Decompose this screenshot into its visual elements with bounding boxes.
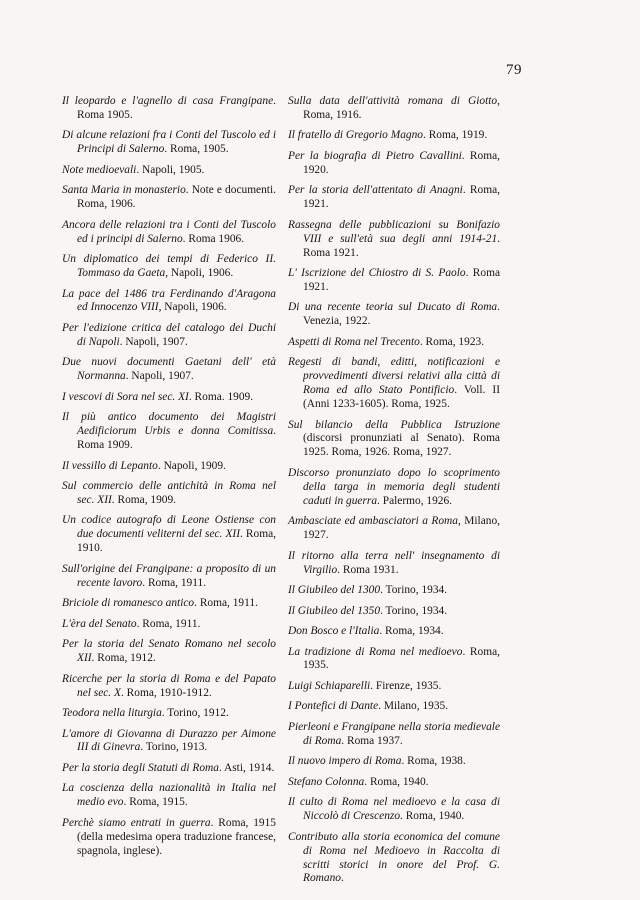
bibliography-entry xyxy=(288,129,500,143)
entry-title: Il fratello di Gregorio Magno xyxy=(288,129,423,142)
bibliography-entry xyxy=(62,673,276,701)
entry-title: Sull'origine dei Frangipane: a proposito di un recente lavoro xyxy=(62,562,276,589)
bibliography-entry xyxy=(62,95,276,123)
entry-publication: . Napoli, 1905. xyxy=(136,163,205,176)
entry-publication: . Roma, 1910-1912. xyxy=(120,686,212,699)
bibliography-entry xyxy=(288,605,500,619)
entry-publication: . Napoli, 1907. xyxy=(119,335,188,348)
bibliography-entry xyxy=(62,707,276,721)
entry-title: Ricerche per la storia di Roma e del Papato nel sec. X xyxy=(62,672,276,699)
entry-title: La tradizione di Roma nel medioevo xyxy=(288,645,463,658)
entry-publication: . Torino, 1934. xyxy=(380,604,448,617)
entry-title: Sulla data dell'attività romana di Giotto xyxy=(288,95,498,107)
bibliography-entry xyxy=(62,638,276,666)
entry-publication: . Torino, 1913. xyxy=(140,741,208,754)
entry-title: Il vessillo di Lepanto xyxy=(62,459,158,472)
entry-publication: . Roma, 1934. xyxy=(379,625,444,637)
entry-title: Il Giubileo del 1350 xyxy=(288,604,381,617)
entry-title: L'èra del Senato xyxy=(62,617,137,630)
entry-publication: . Napoli, 1907. xyxy=(125,370,194,383)
entry-publication: . Roma 1937. xyxy=(341,734,403,747)
bibliography-entry xyxy=(288,301,500,329)
entry-title: L'amore di Giovanna di Durazzo per Aimone III di Ginevra xyxy=(62,727,276,754)
entry-title: I vescovi di Sora nel sec. XI xyxy=(62,390,189,403)
entry-title: Aspetti di Roma nel Trecento xyxy=(288,335,420,348)
entry-publication: . xyxy=(340,872,344,885)
entry-title: Il ritorno alla terra nell' insegnamento di Virgilio xyxy=(288,549,500,576)
bibliography-entry xyxy=(288,356,500,412)
bibliography-entry xyxy=(62,782,276,810)
bibliography-entry xyxy=(288,831,500,887)
entry-title: L' Iscrizione del Chiostro di S. Paolo xyxy=(288,267,466,280)
entry-publication: . Voll. II (Anni 1233-1605). Roma, 1925. xyxy=(303,384,500,411)
entry-title: Santa Maria in monasterio xyxy=(62,184,186,197)
entry-publication: . Roma, 1938. xyxy=(401,755,466,768)
entry-publication: . Roma, 1912. xyxy=(91,652,156,665)
entry-publication: . Roma, 1923. xyxy=(419,335,485,348)
entry-publication: . Roma, 1905. xyxy=(164,143,229,156)
entry-publication: . Roma, 1920. xyxy=(303,149,500,176)
entry-publication: . Roma, 1919. xyxy=(423,129,488,142)
entry-publication: . Roma, 1911. xyxy=(142,576,207,589)
entry-title: Note medioevali xyxy=(62,163,137,176)
entry-title: Per la biografia di Pietro Cavallini xyxy=(288,149,462,162)
bibliography-entry xyxy=(288,267,500,295)
entry-title: La coscienza della nazionalità in Italia nel medio evo xyxy=(62,782,276,809)
entry-title: Per la storia degli Statuti di Roma xyxy=(62,761,219,774)
bibliography-entry xyxy=(62,129,276,157)
entry-publication: . Roma, 1940. xyxy=(364,775,429,788)
bibliography-entry xyxy=(62,514,276,556)
bibliography-entry xyxy=(62,322,276,350)
entry-publication: . Roma, 1911. xyxy=(136,617,201,630)
entry-publication: . Roma, 1921. xyxy=(303,184,500,211)
entry-publication: . Roma, 1909. xyxy=(111,493,177,506)
entry-publication: . Roma, 1911. xyxy=(194,597,258,610)
bibliography-entry xyxy=(62,762,276,776)
entry-publication: , Roma, 1916. xyxy=(303,95,500,121)
entry-publication: . Roma, 1910. xyxy=(77,528,276,555)
entry-publication: . Torino, 1912. xyxy=(161,707,229,719)
bibliography-entry xyxy=(288,755,500,769)
entry-title: Regesti di bandi, editti, notificazioni e provvedimenti diversi relativi alla città di Roma ed allo Stato Pontificio xyxy=(288,356,500,397)
entry-title: Il più antico documento dei Magistri Aedificiorum Urbis e donna Comitissa xyxy=(62,411,276,438)
entry-publication: . Roma 1906. xyxy=(182,232,245,245)
bibliography-entry xyxy=(288,646,500,674)
bibliography-entry xyxy=(62,480,276,508)
bibliography-right-column xyxy=(288,95,500,893)
page-number: 79 xyxy=(506,62,522,78)
bibliography-entry xyxy=(62,391,276,405)
bibliography-entry xyxy=(288,336,500,350)
entry-title: Il leopardo e l'agnello di casa Frangipane xyxy=(62,95,274,107)
entry-title: Perchè siamo entrati in guerra xyxy=(62,816,211,829)
entry-publication: . Roma 1905. xyxy=(77,95,276,121)
entry-title: Rassegna delle pubblicazioni su Bonifazio VIII e sull'età sua degli anni 1914-21 xyxy=(288,218,500,245)
entry-publication: , Milano, 1927. xyxy=(303,515,500,542)
entry-title: Per l'edizione critica del catalogo dei Duchi di Napoli xyxy=(62,321,276,348)
entry-publication: . Roma, 1935. xyxy=(303,645,500,672)
entry-title: Don Bosco e l'Italia xyxy=(288,625,380,637)
bibliography-entry xyxy=(288,680,500,694)
entry-title: La pace del 1486 tra Ferdinando d'Aragona ed Innocenzo VIII xyxy=(62,287,276,314)
bibliography-entry xyxy=(288,700,500,714)
entry-title: Teodora nella liturgia xyxy=(62,707,162,719)
entry-publication: , Napoli, 1906. xyxy=(158,301,227,314)
entry-title: Per la storia del Senato Romano nel secolo XII xyxy=(62,638,276,665)
entry-publication: . Roma 1931. xyxy=(337,563,399,576)
entry-publication: . Asti, 1914. xyxy=(218,761,275,774)
entry-publication: . Milano, 1935. xyxy=(378,700,449,713)
entry-title: Il culto di Roma nel medioevo e la casa di Niccolò di Crescenzo xyxy=(288,796,500,823)
entry-publication: , Napoli, 1906. xyxy=(165,267,234,280)
bibliography-entry xyxy=(62,356,276,384)
entry-title: Di una recente teoria sul Ducato di Roma xyxy=(288,301,498,314)
entry-title: Di alcune relazioni fra i Conti del Tuscolo ed i Principi di Salerno xyxy=(62,129,276,156)
bibliography-entry xyxy=(288,184,500,212)
bibliography-entry xyxy=(288,419,500,461)
entry-publication: . Roma. 1909. xyxy=(188,390,254,403)
entry-title: Discorso pronunziato dopo lo scoprimento della targa in memoria degli studenti caduti in guerra xyxy=(288,466,500,507)
bibliography-entry xyxy=(288,515,500,543)
entry-title: Due nuovi documenti Gaetani dell' età Normanna xyxy=(62,356,276,383)
bibliography-entry xyxy=(62,460,276,474)
entry-publication: . Roma, 1940. xyxy=(400,810,465,823)
entry-publication: . Venezia, 1922. xyxy=(303,301,500,328)
entry-publication: (discorsi pronunziati al Senato). Roma 1925. Roma, 1926. Roma, 1927. xyxy=(303,432,500,459)
bibliography-entry xyxy=(288,796,500,824)
bibliography-entry xyxy=(62,563,276,591)
entry-title: Il nuovo impero di Roma xyxy=(288,755,402,768)
bibliography-entry xyxy=(62,728,276,756)
bibliography-entry xyxy=(288,467,500,509)
bibliography-entry xyxy=(62,253,276,281)
bibliography-entry xyxy=(288,721,500,749)
entry-publication: . Palermo, 1926. xyxy=(377,494,453,507)
entry-publication: . Napoli, 1909. xyxy=(157,459,226,472)
bibliography-entry xyxy=(288,625,500,639)
bibliography-entry xyxy=(288,219,500,261)
entry-title: Stefano Colonna xyxy=(288,775,365,788)
entry-title: Il Giubileo del 1300 xyxy=(288,584,381,596)
entry-title: Sul commercio delle antichità in Roma nel sec. XII xyxy=(62,480,276,506)
entry-title: Un codice autografo di Leone Ostiense con due documenti veliterni del sec. XII xyxy=(62,514,276,541)
entry-title: I Pontefici di Dante xyxy=(288,700,379,713)
bibliography-entry xyxy=(62,597,276,611)
bibliography-entry xyxy=(62,219,276,247)
entry-publication: . Roma 1909. xyxy=(77,425,276,452)
entry-publication: . Roma 1921. xyxy=(303,267,501,293)
bibliography-entry xyxy=(288,95,500,123)
bibliography-entry xyxy=(62,164,276,178)
entry-publication: . Torino, 1934. xyxy=(380,584,448,596)
bibliography-entry xyxy=(62,817,276,859)
entry-publication: . Note e documenti. Roma, 1906. xyxy=(77,184,276,211)
entry-title: Briciole di romanesco antico xyxy=(62,597,195,610)
entry-publication: . Firenze, 1935. xyxy=(370,679,442,692)
entry-publication: . Roma, 1915 (della medesima opera traduzione francese, spagnola, inglese). xyxy=(77,816,276,857)
entry-publication: . Roma 1921. xyxy=(303,232,500,259)
bibliography-entry xyxy=(62,288,276,316)
entry-publication: . Roma, 1915. xyxy=(123,796,188,809)
entry-title: Pierleoni e Frangipane nella storia medievale di Roma xyxy=(288,720,500,747)
bibliography-entry xyxy=(288,550,500,578)
entry-title: Ancora delle relazioni tra i Conti del Tuscolo ed i principi di Salerno xyxy=(62,218,276,245)
entry-title: Contributo alla storia economica del comune di Roma nel Medioevo in Raccolta di scritti storici in onore del Prof. G. Romano xyxy=(288,830,500,885)
entry-title: Luigi Schiaparelli xyxy=(288,679,371,692)
entry-title: Ambasciate ed ambasciatori a Roma xyxy=(288,515,458,528)
bibliography-entry xyxy=(62,618,276,632)
bibliography-left-column xyxy=(62,95,276,865)
bibliography-entry xyxy=(62,184,276,212)
entry-title: Sul bilancio della Pubblica Istruzione xyxy=(288,418,500,431)
entry-title: Un diplomatico dei tempi di Federico II. Tommaso da Gaeta xyxy=(62,253,276,280)
bibliography-entry xyxy=(288,584,500,598)
entry-title: Per la storia dell'attentato di Anagni xyxy=(288,184,463,197)
bibliography-entry xyxy=(288,150,500,178)
bibliography-entry xyxy=(62,411,276,453)
bibliography-entry xyxy=(288,776,500,790)
